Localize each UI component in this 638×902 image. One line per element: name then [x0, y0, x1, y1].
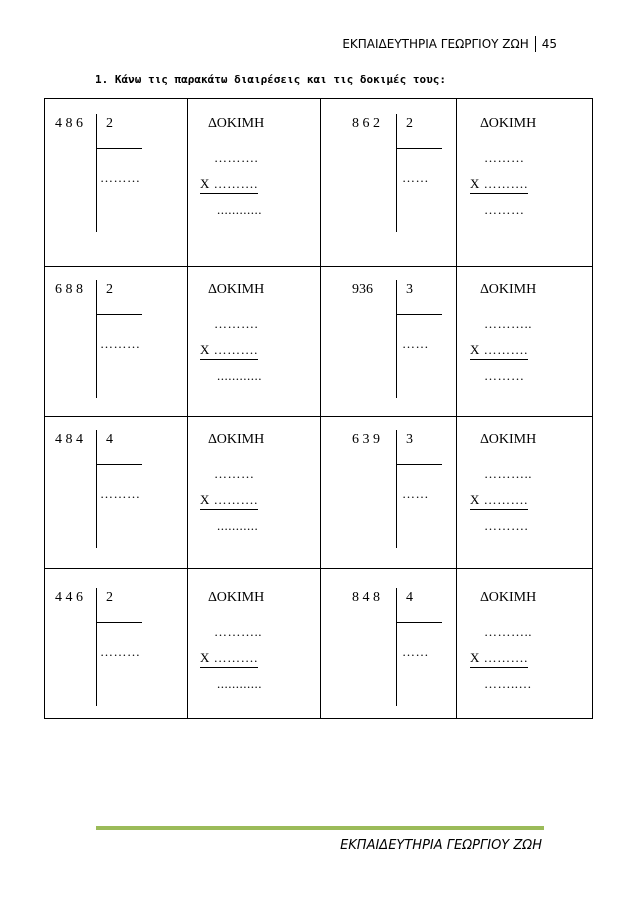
quotient-blank: ……… [100, 336, 141, 351]
check-result-line: ……… [484, 202, 525, 217]
column-divider [456, 99, 457, 718]
division-vertical-line [96, 430, 97, 548]
quotient-blank: …… [402, 486, 429, 501]
division-vertical-line [396, 588, 397, 706]
division-horizontal-line [96, 314, 142, 315]
division-horizontal-line [96, 148, 142, 149]
check-multiply-line: Χ ………. [470, 342, 528, 360]
column-divider [320, 99, 321, 718]
check-blank-line: ……… [484, 150, 525, 165]
page-number: 45 [541, 37, 557, 51]
check-label: ΔΟΚΙΜΗ [480, 116, 537, 131]
column-divider [187, 99, 188, 718]
check-blank-line: ……….. [484, 466, 532, 481]
check-label: ΔΟΚΙΜΗ [480, 432, 537, 447]
row-divider [45, 416, 592, 417]
quotient-blank: …… [402, 336, 429, 351]
check-multiply-line: Χ ………. [200, 650, 258, 668]
quotient-blank: ……… [100, 486, 141, 501]
check-multiply-line: Χ ………. [470, 492, 528, 510]
dividend: 8 6 2 [352, 116, 380, 131]
divisor: 2 [106, 282, 113, 297]
exercise-instruction: 1. Κάνω τις παρακάτω διαιρέσεις και τις δοκιμές τους: [95, 73, 446, 86]
dividend: 4 8 4 [55, 432, 83, 447]
quotient-blank: ……… [100, 170, 141, 185]
check-label: ΔΟΚΙΜΗ [208, 432, 265, 447]
division-vertical-line [96, 280, 97, 398]
check-label: ΔΟΚΙΜΗ [208, 116, 265, 131]
dividend: 8 4 8 [352, 590, 380, 605]
division-vertical-line [396, 430, 397, 548]
dividend: 936 [352, 282, 373, 297]
check-blank-line: ………. [214, 316, 259, 331]
row-divider [45, 568, 592, 569]
divisor: 3 [406, 282, 413, 297]
header-title: ΕΚΠΑΙΔΕΥΤΗΡΙΑ ΓΕΩΡΓΙΟΥ ΖΩΗ [342, 37, 529, 51]
check-multiply-line: Χ ………. [200, 492, 258, 510]
check-blank-line: ……….. [214, 624, 262, 639]
dividend: 6 3 9 [352, 432, 380, 447]
check-result-line: ……… [484, 368, 525, 383]
check-result-line: ............ [217, 202, 262, 217]
dividend: 6 8 8 [55, 282, 83, 297]
division-horizontal-line [96, 464, 142, 465]
divisor: 2 [406, 116, 413, 131]
quotient-blank: …… [402, 170, 429, 185]
division-horizontal-line [396, 148, 442, 149]
check-result-line: ............ [217, 676, 262, 691]
page-header [342, 36, 557, 52]
divisor: 4 [406, 590, 413, 605]
divisor: 2 [106, 116, 113, 131]
check-blank-line: ………. [214, 150, 259, 165]
check-label: ΔΟΚΙΜΗ [480, 282, 537, 297]
check-multiply-line: Χ ………. [470, 176, 528, 194]
check-multiply-line: Χ ………. [200, 342, 258, 360]
check-label: ΔΟΚΙΜΗ [208, 590, 265, 605]
check-multiply-line: Χ ………. [200, 176, 258, 194]
division-horizontal-line [396, 464, 442, 465]
quotient-blank: ……… [100, 644, 141, 659]
check-multiply-line: Χ ………. [470, 650, 528, 668]
division-vertical-line [96, 588, 97, 706]
division-vertical-line [396, 114, 397, 232]
check-label: ΔΟΚΙΜΗ [480, 590, 537, 605]
division-vertical-line [396, 280, 397, 398]
check-result-line: ……..… [484, 676, 532, 691]
division-horizontal-line [396, 314, 442, 315]
row-divider [45, 266, 592, 267]
division-horizontal-line [96, 622, 142, 623]
check-blank-line: ……….. [484, 624, 532, 639]
check-blank-line: ……… [214, 466, 255, 481]
dividend: 4 8 6 [55, 116, 83, 131]
divisor: 4 [106, 432, 113, 447]
check-label: ΔΟΚΙΜΗ [208, 282, 265, 297]
check-blank-line: ……….. [484, 316, 532, 331]
quotient-blank: …… [402, 644, 429, 659]
division-horizontal-line [396, 622, 442, 623]
divisor: 2 [106, 590, 113, 605]
footer-rule [96, 826, 544, 830]
division-vertical-line [96, 114, 97, 232]
footer-text: ΕΚΠΑΙΔΕΥΤΗΡΙΑ ΓΕΩΡΓΙΟΥ ΖΩΗ [340, 838, 542, 853]
check-result-line: ............ [217, 368, 262, 383]
divisor: 3 [406, 432, 413, 447]
dividend: 4 4 6 [55, 590, 83, 605]
check-result-line: ………. [484, 518, 529, 533]
check-result-line: ........... [217, 518, 259, 533]
